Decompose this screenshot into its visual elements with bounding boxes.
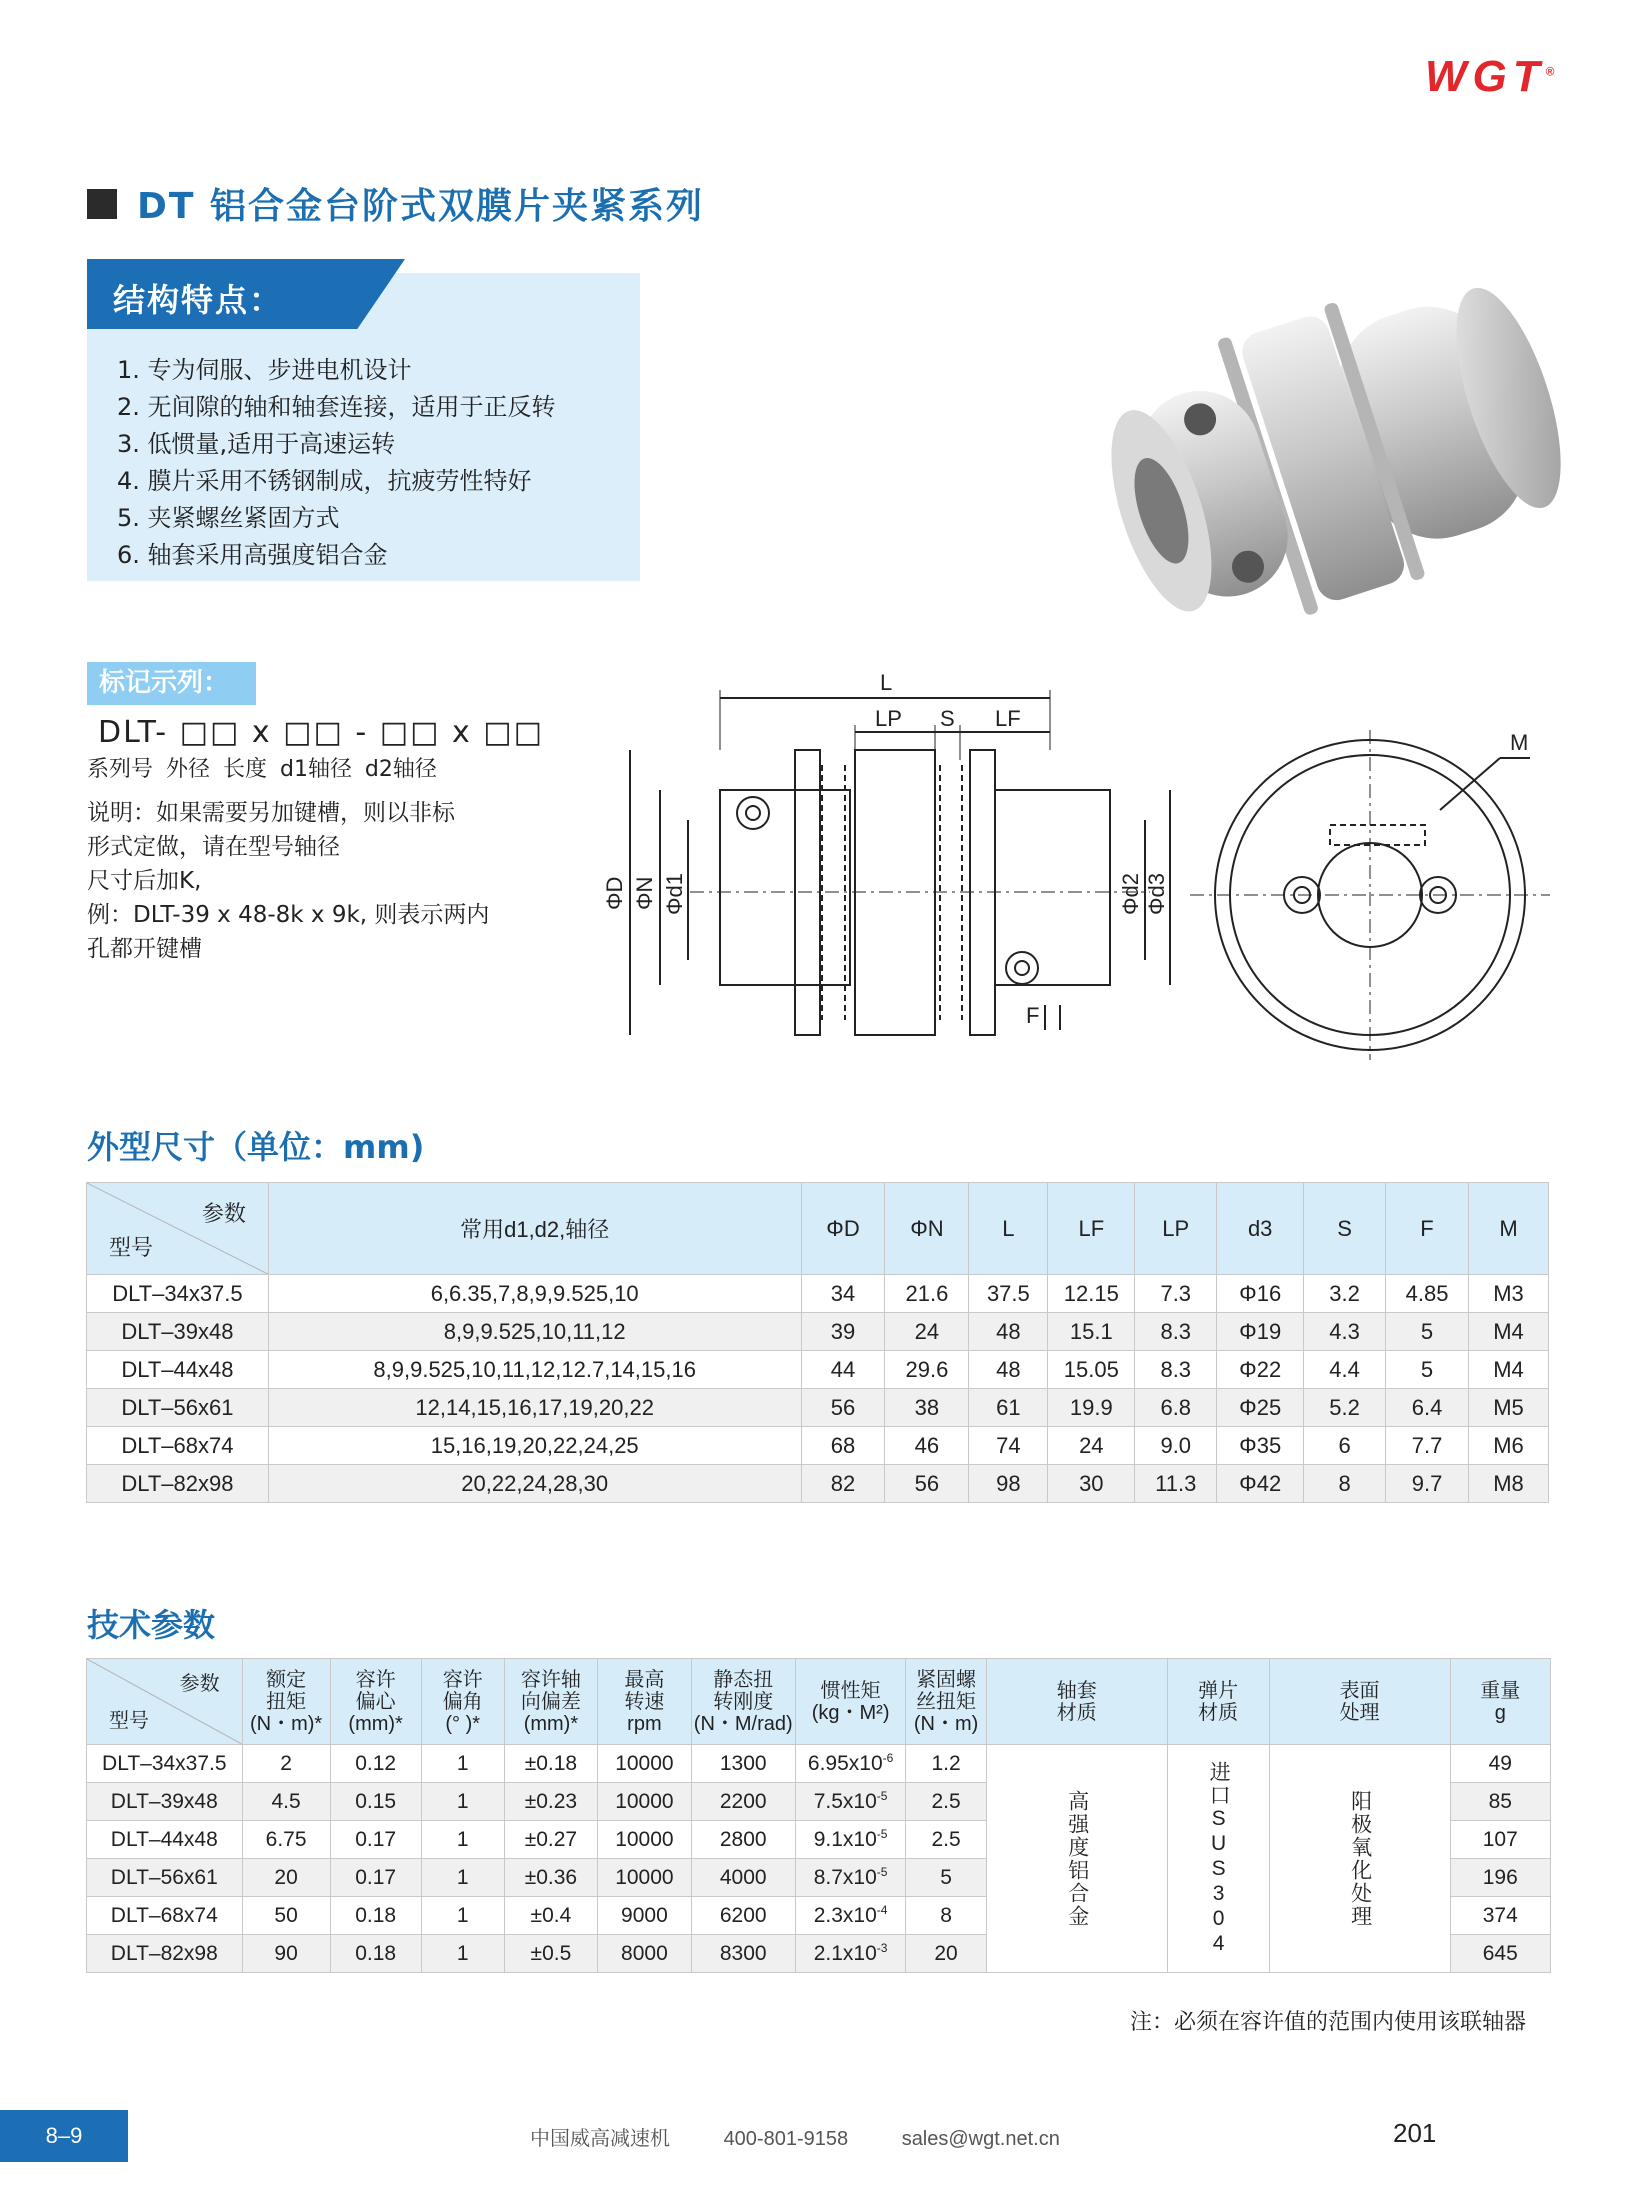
surface-treatment-cell: 阳极氧化处理: [1269, 1745, 1450, 1973]
table-row: [87, 1275, 1549, 1313]
value-cell: Φ35: [1217, 1427, 1304, 1465]
col-header-line: 容许: [442, 1668, 483, 1691]
drawing-labels: [602, 670, 1528, 1028]
features-list: [117, 352, 556, 574]
value-cell: ±0.27: [504, 1821, 597, 1859]
inertia-cell: [795, 1935, 906, 1973]
marking-heading: 标记示列：: [87, 662, 256, 705]
value-cell: 2800: [691, 1821, 795, 1859]
value-cell: 9.7: [1386, 1465, 1469, 1503]
spring-material-cell: 进口SUS304: [1167, 1745, 1269, 1973]
value-cell: 1: [421, 1935, 504, 1973]
value-cell: 1.2: [906, 1745, 986, 1783]
col-header: LF: [1048, 1183, 1135, 1275]
value-cell: 6200: [691, 1897, 795, 1935]
value-cell: 0.18: [330, 1935, 421, 1973]
note-line: 说明：如果需要另加键槽，则以非标: [87, 800, 455, 826]
value-cell: 4000: [691, 1859, 795, 1897]
col-header: ΦN: [885, 1183, 969, 1275]
value-cell: 29.6: [885, 1351, 969, 1389]
weight-cell: 49: [1450, 1745, 1550, 1783]
value-cell: 8.3: [1135, 1351, 1217, 1389]
value-cell: 68: [801, 1427, 885, 1465]
value-cell: 11.3: [1135, 1465, 1217, 1503]
value-cell: 2.5: [906, 1821, 986, 1859]
model-cell: DLT–68x74: [87, 1897, 243, 1935]
value-cell: 1: [421, 1745, 504, 1783]
usage-footnote: 注：必须在容许值的范围内使用该联轴器: [1130, 2010, 1527, 2035]
col-header-line: (mm)*: [523, 1712, 579, 1735]
inertia-base: 2.1x10: [813, 1942, 877, 1965]
value-cell: 20: [242, 1859, 330, 1897]
model-cell: DLT–44x48: [87, 1351, 269, 1389]
value-cell: 39: [801, 1313, 885, 1351]
inertia-base: 2.3x10: [813, 1904, 877, 1927]
weight-cell: 196: [1450, 1859, 1550, 1897]
weight-cell: 107: [1450, 1821, 1550, 1859]
col-header-line: (° )*: [445, 1712, 481, 1735]
table-row: [87, 1313, 1549, 1351]
col-header: S: [1304, 1183, 1386, 1275]
value-cell: 2.5: [906, 1783, 986, 1821]
value-cell: Φ25: [1217, 1389, 1304, 1427]
label-N: ΦN: [632, 876, 657, 910]
col-header-line: 材质: [1056, 1701, 1097, 1724]
value-cell: 4.5: [242, 1783, 330, 1821]
page-title-block: [87, 178, 704, 229]
header-param: 参数: [201, 1201, 246, 1226]
label-LF: LF: [995, 706, 1021, 731]
value-cell: 6.4: [1386, 1389, 1469, 1427]
col-header: [242, 1659, 330, 1745]
value-cell: ±0.5: [504, 1935, 597, 1973]
weight-cell: 645: [1450, 1935, 1550, 1973]
col-header-line: 材质: [1198, 1701, 1239, 1724]
model-cell: DLT–34x37.5: [87, 1275, 269, 1313]
value-cell: 0.18: [330, 1897, 421, 1935]
inertia-exponent: -3: [876, 1941, 888, 1955]
col-header: M: [1469, 1183, 1549, 1275]
dimensions-table: [86, 1182, 1549, 1503]
col-header-line: 紧固螺: [916, 1668, 977, 1691]
inertia-cell: [795, 1745, 906, 1783]
col-header: [986, 1659, 1167, 1745]
col-header: [691, 1659, 795, 1745]
col-header-line: (N・M/rad): [693, 1712, 793, 1735]
value-cell: 9000: [598, 1897, 692, 1935]
note-line: 孔都开键槽: [87, 936, 202, 962]
value-cell: 48: [969, 1313, 1048, 1351]
label-LP: LP: [875, 706, 902, 731]
value-cell: 90: [242, 1935, 330, 1973]
technical-title: 技术参数: [87, 1606, 216, 1644]
value-cell: 9.0: [1135, 1427, 1217, 1465]
note-line: 形式定做，请在型号轴径: [87, 834, 340, 860]
value-cell: 8: [1304, 1465, 1386, 1503]
end-view: [1190, 730, 1550, 1060]
col-header-line: rpm: [627, 1712, 662, 1735]
value-cell: 56: [801, 1389, 885, 1427]
col-header: [1450, 1659, 1550, 1745]
col-header-line: (mm)*: [348, 1712, 403, 1735]
feature-item: 4. 膜片采用不锈钢制成，抗疲劳性特好: [117, 467, 532, 495]
label-F: F: [1026, 1003, 1040, 1028]
col-header: LP: [1135, 1183, 1217, 1275]
col-header-line: (kg・M²): [811, 1701, 890, 1724]
weight-cell: 374: [1450, 1897, 1550, 1935]
value-cell: 5: [906, 1859, 986, 1897]
table-row: [87, 1745, 1551, 1783]
value-cell: Φ16: [1217, 1275, 1304, 1313]
value-cell: 4.3: [1304, 1313, 1386, 1351]
value-cell: 8.3: [1135, 1313, 1217, 1351]
value-cell: 12.15: [1048, 1275, 1135, 1313]
inertia-exponent: -5: [876, 1827, 888, 1841]
footer-email[interactable]: sales@wgt.net.cn: [901, 2128, 1060, 2150]
technical-table: [86, 1658, 1551, 1973]
model-code-template: DLT- □□ x □□ - □□ x □□: [98, 715, 544, 750]
value-cell: M5: [1469, 1389, 1549, 1427]
inertia-exponent: -4: [876, 1903, 888, 1917]
header-corner: [87, 1183, 269, 1275]
value-cell: 56: [885, 1465, 969, 1503]
feature-item: 3. 低惯量,适用于高速运转: [117, 430, 396, 458]
value-cell: 19.9: [1048, 1389, 1135, 1427]
col-header: [795, 1659, 906, 1745]
weight-cell: 85: [1450, 1783, 1550, 1821]
inertia-base: 8.7x10: [813, 1866, 877, 1889]
value-cell: 15.1: [1048, 1313, 1135, 1351]
page-number: 201: [1393, 2118, 1437, 2148]
value-cell: 5: [1386, 1351, 1469, 1389]
value-cell: 6.75: [242, 1821, 330, 1859]
value-cell: 2200: [691, 1783, 795, 1821]
side-view: [630, 690, 1170, 1035]
inertia-cell: [795, 1783, 906, 1821]
value-cell: 0.12: [330, 1745, 421, 1783]
table-row: [87, 1427, 1549, 1465]
inertia-cell: [795, 1821, 906, 1859]
value-cell: 20: [906, 1935, 986, 1973]
value-cell: 50: [242, 1897, 330, 1935]
value-cell: 3.2: [1304, 1275, 1386, 1313]
col-header: L: [969, 1183, 1048, 1275]
value-cell: 34: [801, 1275, 885, 1313]
value-cell: 1300: [691, 1745, 795, 1783]
footer-contact: [530, 2122, 1104, 2151]
header-model: 型号: [109, 1710, 149, 1732]
value-cell: 61: [969, 1389, 1048, 1427]
col-header-line: 扭矩: [266, 1690, 307, 1713]
hub-material-cell: 高强度铝合金: [986, 1745, 1167, 1973]
value-cell: Φ19: [1217, 1313, 1304, 1351]
inertia-base: 9.1x10: [813, 1828, 877, 1851]
feature-item: 1. 专为伺服、步进电机设计: [117, 356, 412, 384]
value-cell: 6.8: [1135, 1389, 1217, 1427]
col-header-line: (N・m): [913, 1712, 979, 1735]
value-cell: 8000: [598, 1935, 692, 1973]
value-cell: 48: [969, 1351, 1048, 1389]
model-cell: DLT–82x98: [87, 1465, 269, 1503]
value-cell: 1: [421, 1859, 504, 1897]
value-cell: 2: [242, 1745, 330, 1783]
value-cell: 37.5: [969, 1275, 1048, 1313]
technical-drawing: [590, 670, 1550, 1060]
value-cell: 0.17: [330, 1859, 421, 1897]
value-cell: 24: [1048, 1427, 1135, 1465]
label-S: S: [940, 706, 955, 731]
value-cell: 15,16,19,20,22,24,25: [268, 1427, 801, 1465]
col-header-line: 转速: [624, 1690, 665, 1713]
model-cell: DLT–34x37.5: [87, 1745, 243, 1783]
value-cell: 44: [801, 1351, 885, 1389]
feature-item: 5. 夹紧螺丝紧固方式: [117, 504, 340, 532]
col-header-line: (N・m)*: [249, 1712, 323, 1735]
label-d3: Φd3: [1144, 872, 1169, 915]
col-header-line: 转刚度: [713, 1690, 774, 1713]
value-cell: 1: [421, 1783, 504, 1821]
col-header-line: 弹片: [1198, 1679, 1239, 1702]
col-header-line: 额定: [266, 1668, 307, 1691]
value-cell: 4.85: [1386, 1275, 1469, 1313]
keyway-note: [87, 796, 557, 966]
value-cell: M4: [1469, 1351, 1549, 1389]
value-cell: 5.2: [1304, 1389, 1386, 1427]
value-cell: 74: [969, 1427, 1048, 1465]
col-header-line: 偏心: [355, 1690, 396, 1713]
col-header-line: 重量: [1480, 1679, 1521, 1702]
col-header-line: 容许轴: [520, 1668, 581, 1691]
value-cell: M4: [1469, 1313, 1549, 1351]
value-cell: 24: [885, 1313, 969, 1351]
value-cell: 0.17: [330, 1821, 421, 1859]
col-header: [1167, 1659, 1269, 1745]
inertia-exponent: -6: [882, 1751, 894, 1765]
col-header: F: [1386, 1183, 1469, 1275]
model-cell: DLT–68x74: [87, 1427, 269, 1465]
label-d2: Φd2: [1118, 872, 1143, 915]
model-cell: DLT–82x98: [87, 1935, 243, 1973]
col-header-line: 轴套: [1056, 1679, 1097, 1702]
feature-item: 6. 轴套采用高强度铝合金: [117, 541, 388, 569]
footer-company: 中国威高减速机: [530, 2128, 670, 2150]
page-title: DT 铝合金台阶式双膜片夹紧系列: [137, 186, 704, 227]
col-header: [330, 1659, 421, 1745]
col-header: [421, 1659, 504, 1745]
label-M: M: [1510, 730, 1529, 755]
note-line: 尺寸后加K,: [87, 868, 202, 894]
inertia-cell: [795, 1859, 906, 1897]
col-header-line: 惯性矩: [820, 1679, 881, 1702]
model-cell: DLT–39x48: [87, 1313, 269, 1351]
model-code-legend: 系列号 外径 长度 d1轴径 d2轴径: [87, 757, 437, 782]
model-cell: DLT–39x48: [87, 1783, 243, 1821]
title-marker: [87, 189, 117, 219]
inertia-base: 7.5x10: [813, 1790, 877, 1813]
value-cell: 30: [1048, 1465, 1135, 1503]
value-cell: 20,22,24,28,30: [268, 1465, 801, 1503]
col-header-line: 静态扭: [713, 1668, 774, 1691]
col-header-line: 表面: [1339, 1679, 1380, 1702]
value-cell: 15.05: [1048, 1351, 1135, 1389]
col-header-line: 容许: [355, 1668, 396, 1691]
value-cell: 6: [1304, 1427, 1386, 1465]
header-model: 型号: [109, 1235, 154, 1260]
value-cell: 1: [421, 1821, 504, 1859]
col-header-line: 处理: [1339, 1701, 1380, 1724]
inertia-exponent: -5: [876, 1789, 888, 1803]
product-photo: [1110, 255, 1590, 665]
header-param: 参数: [179, 1673, 220, 1695]
value-cell: 7.3: [1135, 1275, 1217, 1313]
col-header: [504, 1659, 597, 1745]
note-line: 例：DLT-39 x 48-8k x 9k, 则表示两内: [87, 902, 490, 928]
value-cell: 8,9,9.525,10,11,12: [268, 1313, 801, 1351]
value-cell: ±0.18: [504, 1745, 597, 1783]
table-row: [87, 1465, 1549, 1503]
col-header: 常用d1,d2,轴径: [268, 1183, 801, 1275]
model-cell: DLT–44x48: [87, 1821, 243, 1859]
col-header-line: 向偏差: [520, 1690, 581, 1713]
value-cell: 98: [969, 1465, 1048, 1503]
value-cell: 6,6.35,7,8,9,9.525,10: [268, 1275, 801, 1313]
value-cell: ±0.36: [504, 1859, 597, 1897]
value-cell: ±0.4: [504, 1897, 597, 1935]
value-cell: 0.15: [330, 1783, 421, 1821]
value-cell: 10000: [598, 1821, 692, 1859]
table-row: [87, 1389, 1549, 1427]
value-cell: Φ22: [1217, 1351, 1304, 1389]
value-cell: 82: [801, 1465, 885, 1503]
value-cell: M6: [1469, 1427, 1549, 1465]
features-heading: 结构特点：: [113, 281, 284, 319]
value-cell: 8,9,9.525,10,11,12,12.7,14,15,16: [268, 1351, 801, 1389]
value-cell: 21.6: [885, 1275, 969, 1313]
brand-logo: WGT®: [1425, 52, 1561, 101]
inertia-base: 6.95x10: [807, 1752, 883, 1775]
model-cell: DLT–56x61: [87, 1389, 269, 1427]
label-D: ΦD: [602, 876, 627, 910]
table-row: [87, 1351, 1549, 1389]
label-L: L: [880, 670, 893, 695]
value-cell: 38: [885, 1389, 969, 1427]
header-corner: [87, 1659, 243, 1745]
col-header-line: 最高: [624, 1668, 665, 1691]
inertia-exponent: -5: [876, 1865, 888, 1879]
value-cell: ±0.23: [504, 1783, 597, 1821]
value-cell: 10000: [598, 1859, 692, 1897]
col-header-line: 丝扭矩: [916, 1690, 977, 1713]
feature-item: 2. 无间隙的轴和轴套连接，适用于正反转: [117, 393, 556, 421]
col-header-line: g: [1494, 1701, 1506, 1724]
col-header: ΦD: [801, 1183, 885, 1275]
value-cell: 7.7: [1386, 1427, 1469, 1465]
value-cell: M8: [1469, 1465, 1549, 1503]
value-cell: Φ42: [1217, 1465, 1304, 1503]
model-cell: DLT–56x61: [87, 1859, 243, 1897]
value-cell: 46: [885, 1427, 969, 1465]
section-page-tab: 8–9: [0, 2110, 128, 2162]
inertia-cell: [795, 1897, 906, 1935]
dimensions-title: 外型尺寸（单位：mm): [87, 1128, 425, 1166]
value-cell: 10000: [598, 1783, 692, 1821]
col-header: [1269, 1659, 1450, 1745]
footer-phone: 400-801-9158: [723, 2128, 849, 2150]
value-cell: 4.4: [1304, 1351, 1386, 1389]
col-header-line: 偏角: [442, 1690, 483, 1713]
value-cell: 8300: [691, 1935, 795, 1973]
value-cell: 12,14,15,16,17,19,20,22: [268, 1389, 801, 1427]
col-header: [598, 1659, 692, 1745]
value-cell: 5: [1386, 1313, 1469, 1351]
value-cell: 10000: [598, 1745, 692, 1783]
value-cell: 8: [906, 1897, 986, 1935]
col-header: d3: [1217, 1183, 1304, 1275]
value-cell: 1: [421, 1897, 504, 1935]
value-cell: M3: [1469, 1275, 1549, 1313]
col-header: [906, 1659, 986, 1745]
label-d1: Φd1: [662, 872, 687, 915]
